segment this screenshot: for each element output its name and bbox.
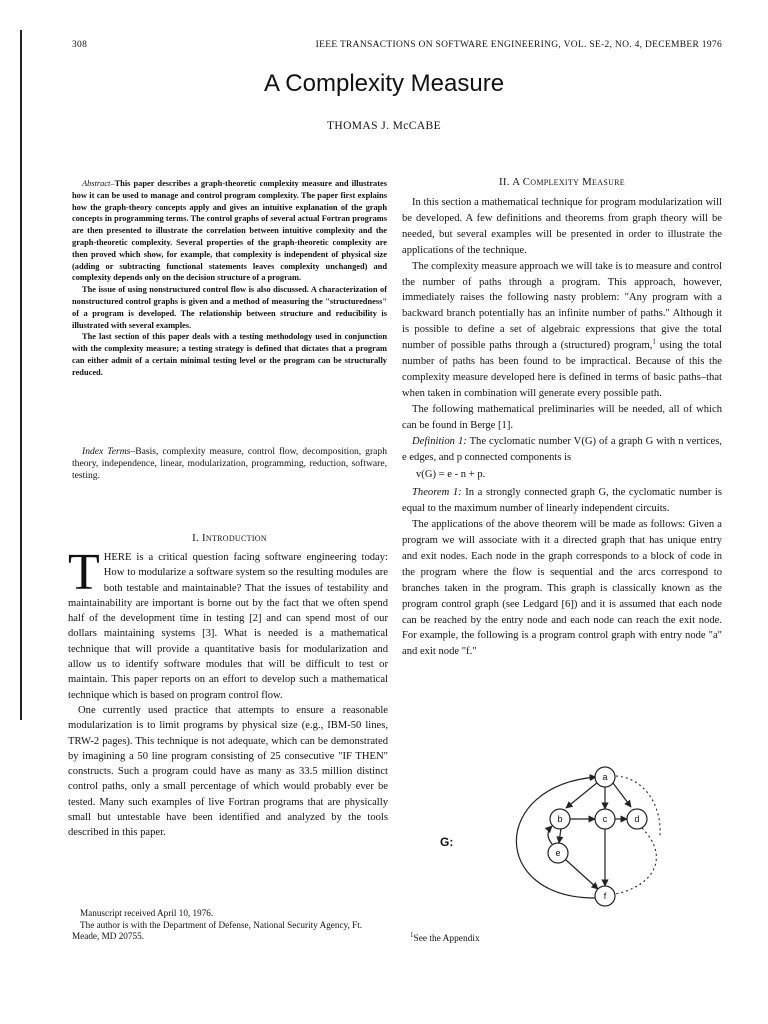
edge-e-b bbox=[548, 826, 552, 844]
section-heading-complexity-measure: II. A Complexity Measure bbox=[499, 176, 625, 188]
footnote-marker: 1 bbox=[652, 337, 656, 346]
abstract-paragraph-3: The last section of this paper deals with a testing methodology used in conjunction with the complexity measure; a testing strategy is defined that dictates that a program can either admit of a certain minimal testing level or the program can be structurally reduced. bbox=[72, 332, 387, 377]
cyclomatic-equation: v(G) = e - n + p. bbox=[416, 469, 486, 481]
edge-e-f bbox=[566, 860, 598, 889]
edge-a-d bbox=[613, 783, 631, 807]
index-terms-text: Basis, complexity measure, control flow, decomposition, graph theory, independence, linear, modularization, programming, reduction, software, testing. bbox=[72, 446, 387, 481]
definition-1: Definition 1: The cyclomatic number V(G) of a graph G with n vertices, e edges, and p connected components is bbox=[402, 435, 722, 463]
index-terms bbox=[72, 446, 387, 481]
introduction-body bbox=[68, 544, 388, 841]
sec2-paragraph-2: The complexity measure approach we will take is to measure and control the number of paths through a program. This approach, however, immediately raises the following nasty problem: "Any program with a backward branch potentially has an infinite number of paths." Although it is possible to define a set of algebraic expressions that give the total number of possible paths through a (structured) program,$^1$ using the total number of paths has been found to be impractical. Because of this the complexity measure developed here is defined in terms of basic paths–that when taken in combination will generate every possible path. bbox=[402, 260, 722, 399]
theorem-1: Theorem 1: In a strongly connected graph G, the cyclomatic number is equal to the maximum number of linearly independent circuits. bbox=[402, 487, 722, 515]
manuscript-footnote: Manuscript received April 10, 1976. The author is with the Department of Defense, National Security Agency, Ft. Meade, MD 20755. bbox=[72, 908, 363, 941]
edge-b-e bbox=[559, 828, 561, 843]
abstract-lead: Abstract– bbox=[82, 179, 115, 188]
intro-paragraph-2: One currently used practice that attempts to ensure a reasonable modularization is to limit programs by physical size (e.g., IBM-50 lines, TRW-2 pages). This technique is not adequate, which can be demonstrated by imagining a 50 line program consisting of 25 consecutive "IF THEN" constructs. Such a program could have as many as 33.5 million distinct control paths, only a small percentage of which would probably ever be tested. Many such examples of live Fortran programs that are physically small but untestable have been identified and analyzed by the tools described in this paper. bbox=[68, 704, 388, 839]
appendix-footnote: $^1$See the Appendix bbox=[410, 930, 480, 944]
abstract-paragraph-2: The issue of using nonstructured control flow is also discussed. A characterization of nonstructured control graphs is given and a method of measuring the "structuredness" of a program is developed. The relationship between structure and reducibility is illustrated with several examples. bbox=[72, 285, 387, 330]
binding-margin-line bbox=[20, 30, 22, 720]
sec2-paragraph-4: The applications of the above theorem will be made as follows: Given a program we will associate with it a directed graph that has unique entry and exit nodes. Each node in the graph corresponds to a block of code in the program where the flow is sequential and the arcs correspond to branches taken in the program. This graph is classically known as the program control graph (see Ledgard [6]) and it is assumed that each node can be reached by the entry node and each node can reach the exit node. For example, the following is a program control graph with entry node "a" and exit node "f." bbox=[402, 519, 722, 658]
page-number: 308 bbox=[72, 40, 88, 50]
edge-f-a bbox=[516, 777, 596, 898]
node-label-a: a bbox=[602, 772, 608, 782]
paper-title: A Complexity Measure bbox=[263, 70, 505, 97]
node-label-f: f bbox=[603, 891, 607, 901]
control-graph-figure bbox=[430, 766, 730, 916]
index-terms-lead: Index Terms– bbox=[82, 446, 136, 457]
sec2-paragraph-1: In this section a mathematical technique for program modularization will be developed. A few definitions and theorems from graph theory will be needed, but several examples will be presented in order to illustrate the applications of the technique. bbox=[402, 197, 722, 256]
node-label-b: b bbox=[557, 814, 563, 824]
journal-citation: IEEE TRANSACTIONS ON SOFTWARE ENGINEERING, VOL. SE-2, NO. 4, DECEMBER 1976 bbox=[315, 40, 722, 50]
sec2-paragraph-3: The following mathematical preliminaries will be needed, all of which can be found in Berge [1]. bbox=[402, 403, 722, 431]
node-label-d: d bbox=[634, 814, 640, 824]
abstract-paragraph-1: Abstract–This paper describes a graph-theoretic complexity measure and illustrates how it can be used to manage and control program complexity. The paper first explains how the graph-theory concepts apply and gives an intuitive explanation of the graph concepts in programming terms. The control graphs of several actual Fortran programs are then presented to illustrate the correlation between intuitive complexity and the graph-theoretic complexity. Several properties of the graph-theoretic complexity are then proved which show, for example, that complexity is independent of physical size (adding or subtracting functional statements leaves complexity unchanged) and complexity depends only on the decision structure of a program. bbox=[72, 179, 387, 283]
author-name: THOMAS J. McCABE bbox=[326, 120, 442, 132]
intro-paragraph-1: THERE is a critical question facing software engineering today: How to modularize a software system so the resulting modules are both testable and maintainable? That the issues of testability and maintainability are important is borne out by the fact that we often spend half of the development time in testing [2] and can spend most of our dollars maintaining systems [3]. What is needed is a mathematical technique that will provide a quantitative basis for modularization and allow us to identify software modules that will be difficult to test or maintain. This paper reports on an effort to develop such a mathematical technique which is based on program control flow. bbox=[68, 544, 388, 701]
appendix-footnote-marker: 1 bbox=[410, 930, 414, 939]
drop-cap: T bbox=[68, 544, 100, 601]
edge-d-f bbox=[615, 828, 656, 894]
node-label-c: c bbox=[602, 814, 608, 824]
abstract bbox=[72, 178, 387, 379]
figure-label: G: bbox=[440, 835, 454, 849]
section-2-body bbox=[402, 195, 722, 660]
node-label-e: e bbox=[555, 848, 561, 858]
edge-a-b bbox=[566, 782, 598, 808]
section-heading-introduction: I. Introduction bbox=[192, 532, 267, 544]
